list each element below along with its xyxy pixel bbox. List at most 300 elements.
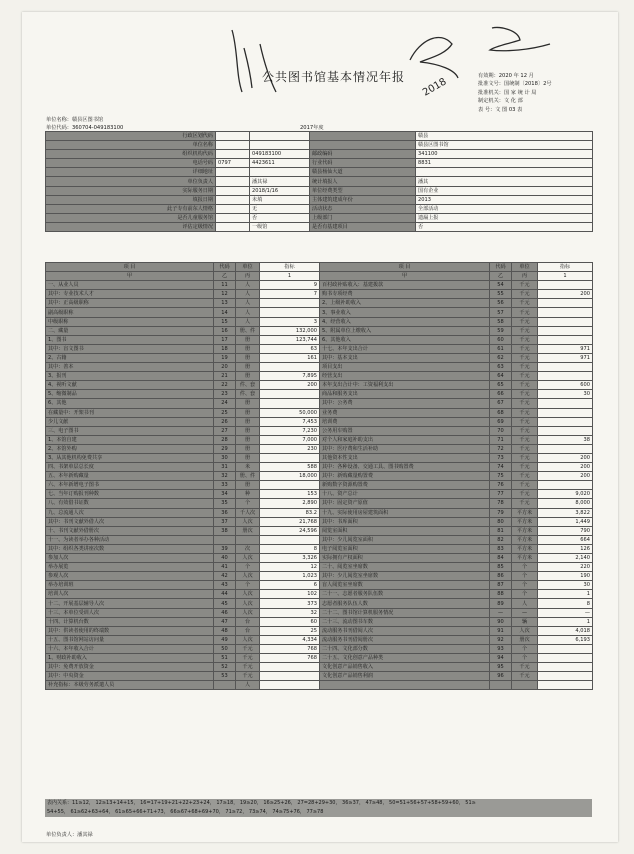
row-unit-right: 个	[512, 644, 538, 653]
table-row	[46, 463, 593, 472]
row-unit: 册	[236, 408, 260, 417]
row-code: 49	[214, 635, 236, 644]
row-value: 373	[260, 599, 320, 608]
row-unit: 米	[236, 463, 260, 472]
row-item: 十、书刊文献外借册次	[46, 526, 214, 535]
row-item-right: 盲人阅览室坐席数	[320, 581, 490, 590]
row-value: 7	[260, 290, 320, 299]
row-value: 50,000	[260, 408, 320, 417]
row-code-right: 62	[490, 353, 512, 362]
row-code-right: 60	[490, 335, 512, 344]
sub-c: 丙	[236, 272, 260, 281]
row-unit-right: 平方米	[512, 544, 538, 553]
row-value-right	[538, 644, 593, 653]
row-unit-right: 千元	[512, 390, 538, 399]
row-code: 21	[214, 372, 236, 381]
info-row	[46, 186, 593, 195]
row-code: 44	[214, 590, 236, 599]
row-item-right: 其中：少儿阅览室坐席数	[320, 572, 490, 581]
row-unit-right: 平方米	[512, 526, 538, 535]
report-year: 2017年度	[300, 125, 324, 131]
row-code: 48	[214, 626, 236, 635]
row-code-right: 69	[490, 417, 512, 426]
row-item: 1、本馆自建	[46, 435, 214, 444]
row-code: 19	[214, 353, 236, 362]
row-value-right	[538, 444, 593, 453]
row-item-right: 3、事业收入	[320, 308, 490, 317]
row-unit-right: 千元	[512, 363, 538, 372]
row-value: 32	[260, 608, 320, 617]
info-value-right: 341100	[416, 150, 593, 159]
col-item-right: 项 目	[320, 263, 490, 272]
row-value: 3,326	[260, 554, 320, 563]
row-code: 53	[214, 672, 236, 681]
row-value-right: 1	[538, 617, 593, 626]
row-unit: 册	[236, 353, 260, 362]
row-unit: 册、件	[236, 472, 260, 481]
row-item-right: 十七、本年支出合计	[320, 344, 490, 353]
row-item-right: 项目支出	[320, 363, 490, 372]
row-unit-right: 千元	[512, 381, 538, 390]
row-value	[260, 535, 320, 544]
row-value-right: 4,018	[538, 626, 593, 635]
row-value-right: —	[538, 608, 593, 617]
row-unit-right: 千元	[512, 672, 538, 681]
table-row	[46, 444, 593, 453]
row-value-right	[538, 672, 593, 681]
row-unit: 人次	[236, 517, 260, 526]
row-unit-right: 千元	[512, 335, 538, 344]
row-value: 9	[260, 281, 320, 290]
row-item: 3、从其他机构免费共享	[46, 453, 214, 462]
row-item-right: 2、上级补助收入	[320, 299, 490, 308]
row-code: 13	[214, 299, 236, 308]
row-code-right: 94	[490, 654, 512, 663]
table-row	[46, 399, 593, 408]
info-label: 组织机构代码	[46, 150, 216, 159]
row-item: 十五、图书馆网站访问量	[46, 635, 214, 644]
sub-b: 乙	[214, 272, 236, 281]
row-item-right: 二十四、文化部分数	[320, 644, 490, 653]
row-code-right: 61	[490, 344, 512, 353]
sub-d: 1	[260, 272, 320, 281]
row-value-right	[538, 281, 593, 290]
row-unit: 册	[236, 399, 260, 408]
table-row	[46, 681, 593, 690]
row-item: 七、当年订购报刊种数	[46, 490, 214, 499]
row-unit-right: 千元	[512, 472, 538, 481]
table-row	[46, 654, 593, 663]
row-value-right: 8,000	[538, 499, 593, 508]
sub-a: 甲	[46, 272, 214, 281]
row-item: 十四、计算机台数	[46, 617, 214, 626]
row-item: 十六、本年收入合计	[46, 644, 214, 653]
table-row	[46, 608, 593, 617]
row-value	[260, 363, 320, 372]
row-value: 230	[260, 444, 320, 453]
row-value: 3	[260, 317, 320, 326]
row-code	[214, 535, 236, 544]
row-unit-right	[512, 681, 538, 690]
row-value: 132,000	[260, 326, 320, 335]
table-row	[46, 499, 593, 508]
row-code-right: 75	[490, 472, 512, 481]
info-prefix	[216, 177, 250, 186]
row-value: 63	[260, 344, 320, 353]
row-item-right: 其他资本性支出	[320, 453, 490, 462]
info-value-right: 遗漏上报	[416, 213, 593, 222]
row-item-right: 4、经营收入	[320, 317, 490, 326]
row-item: 其中：正高级职称	[46, 299, 214, 308]
row-value: 8	[260, 544, 320, 553]
row-value-right	[538, 317, 593, 326]
row-unit-right: 个	[512, 563, 538, 572]
row-value: 7,230	[260, 426, 320, 435]
col-unit-right: 单位	[512, 263, 538, 272]
row-value-right: 6,193	[538, 635, 593, 644]
table-row	[46, 417, 593, 426]
row-value-right: 664	[538, 535, 593, 544]
sub-a-right: 甲	[320, 272, 490, 281]
info-prefix: 0797	[216, 159, 250, 168]
row-code-right: 90	[490, 617, 512, 626]
row-value	[260, 481, 320, 490]
row-unit-right: 千元	[512, 308, 538, 317]
table-row	[46, 599, 593, 608]
row-item-right: 其中：基本支出	[320, 353, 490, 362]
info-label: 是否儿童服务馆	[46, 213, 216, 222]
row-code-right: 85	[490, 563, 512, 572]
row-value-right: 30	[538, 390, 593, 399]
row-code: 20	[214, 363, 236, 372]
row-code: 50	[214, 644, 236, 653]
info-label-right: 统计填报人	[310, 177, 416, 186]
row-code-right: 80	[490, 517, 512, 526]
row-unit: 册、件	[236, 326, 260, 335]
row-code: 46	[214, 608, 236, 617]
row-value	[260, 308, 320, 317]
table-row	[46, 644, 593, 653]
row-value-right	[538, 426, 593, 435]
row-value	[260, 453, 320, 462]
row-item-right: 流动服务书刊借阅册次	[320, 635, 490, 644]
row-value: 123,744	[260, 335, 320, 344]
row-value: 588	[260, 463, 320, 472]
row-code-right: 65	[490, 381, 512, 390]
row-unit: 人	[236, 299, 260, 308]
row-unit-right: —	[512, 608, 538, 617]
row-code-right: 79	[490, 508, 512, 517]
info-value: 一级馆	[250, 222, 310, 231]
row-code: 26	[214, 417, 236, 426]
row-unit: 个	[236, 499, 260, 508]
row-value-right: 220	[538, 563, 593, 572]
row-item: 4、视听文献	[46, 381, 214, 390]
row-value-right: 126	[538, 544, 593, 553]
meta-line: 批准机关：国 家 统 计 局	[478, 89, 537, 96]
row-unit: 人次	[236, 590, 260, 599]
row-value: 161	[260, 353, 320, 362]
row-value-right: 2,140	[538, 554, 593, 563]
row-unit: 千元	[236, 654, 260, 663]
row-item: 参观人次	[46, 572, 214, 581]
info-row	[46, 204, 593, 213]
row-code-right: 78	[490, 499, 512, 508]
row-unit-right: 千元	[512, 463, 538, 472]
row-code-right: 76	[490, 481, 512, 490]
row-item-right: 其中：固定资产原值	[320, 499, 490, 508]
row-value: 768	[260, 644, 320, 653]
row-value-right: 1,449	[538, 517, 593, 526]
info-prefix	[216, 168, 250, 177]
info-value-right: 国有企业	[416, 186, 593, 195]
row-code-right: 77	[490, 490, 512, 499]
table-row	[46, 526, 593, 535]
row-item: 5、缩微制品	[46, 390, 214, 399]
row-item: 十二、开展基层辅导人次	[46, 599, 214, 608]
info-prefix	[216, 222, 250, 231]
row-unit-right: 千元	[512, 417, 538, 426]
row-code-right: 64	[490, 372, 512, 381]
row-value-right: 200	[538, 463, 593, 472]
row-item: 四、书架单层总长度	[46, 463, 214, 472]
info-value: 未填	[250, 195, 310, 204]
row-value: 153	[260, 490, 320, 499]
row-value	[260, 672, 320, 681]
row-value-right	[538, 481, 593, 490]
row-item-right: 业务费	[320, 408, 490, 417]
row-unit-right: 人	[512, 599, 538, 608]
statistics-table	[45, 262, 593, 690]
row-unit-right: 千元	[512, 344, 538, 353]
row-code-right: 68	[490, 408, 512, 417]
info-row	[46, 141, 593, 150]
row-code: 36	[214, 508, 236, 517]
table-row	[46, 344, 593, 353]
row-value: 18,000	[260, 472, 320, 481]
meta-line: 有效期：2020 年 12 月	[478, 73, 534, 79]
row-item: 其中：中央资金	[46, 672, 214, 681]
row-item: 中级职称	[46, 317, 214, 326]
row-value-right	[538, 299, 593, 308]
table-row	[46, 672, 593, 681]
row-item: 1、财政补助收入	[46, 654, 214, 663]
row-unit: 人次	[236, 554, 260, 563]
row-unit: 册	[236, 444, 260, 453]
row-unit: 千元	[236, 644, 260, 653]
table-row	[46, 617, 593, 626]
table-row	[46, 490, 593, 499]
table-row	[46, 563, 593, 572]
row-code-right: 88	[490, 590, 512, 599]
row-value-right	[538, 681, 593, 690]
info-label-right: 邮政编码	[310, 150, 416, 159]
table-header-row	[46, 263, 593, 272]
col-item: 项 目	[46, 263, 214, 272]
row-code: 27	[214, 426, 236, 435]
col-value: 指标	[260, 263, 320, 272]
info-value-right: 赣县	[416, 132, 593, 141]
row-unit-right: 千元	[512, 453, 538, 462]
row-value	[260, 299, 320, 308]
row-unit-right: 千元	[512, 444, 538, 453]
row-value	[260, 399, 320, 408]
row-unit-right: 千元	[512, 499, 538, 508]
row-item-right: 二十一、志愿者服务队伍数	[320, 590, 490, 599]
row-code: 37	[214, 517, 236, 526]
row-item: 6、其他	[46, 399, 214, 408]
info-value: 潘其禄	[250, 177, 310, 186]
row-unit: 台	[236, 626, 260, 635]
footer-signer: 单位负责人：潘其禄	[46, 832, 93, 838]
row-code: 40	[214, 554, 236, 563]
table-row	[46, 663, 593, 672]
row-item: 九、总流通人次	[46, 508, 214, 517]
col-code-right: 代码	[490, 263, 512, 272]
row-item-right: 公务用车购置	[320, 426, 490, 435]
row-unit: 件、套	[236, 390, 260, 399]
row-code: 18	[214, 344, 236, 353]
table-row	[46, 290, 593, 299]
row-unit: 千元	[236, 663, 260, 672]
row-value	[260, 663, 320, 672]
row-item-right: 其中：少儿阅览室面积	[320, 535, 490, 544]
row-code-right: 57	[490, 308, 512, 317]
info-value-right: 潘其	[416, 177, 593, 186]
row-item: 2、古籍	[46, 353, 214, 362]
info-row	[46, 132, 593, 141]
row-code: 28	[214, 435, 236, 444]
row-code: 52	[214, 663, 236, 672]
row-item-right: 十八、资产总计	[320, 490, 490, 499]
row-unit-right: 千元	[512, 317, 538, 326]
info-label-right	[310, 141, 416, 150]
row-value-right: 971	[538, 353, 593, 362]
row-code-right: 70	[490, 426, 512, 435]
table-row	[46, 308, 593, 317]
row-code: 23	[214, 390, 236, 399]
unit-code: 单位代码：360704-049183100	[46, 125, 124, 131]
row-value-right: 38	[538, 435, 593, 444]
row-code-right	[490, 681, 512, 690]
row-item: 1、图书	[46, 335, 214, 344]
row-value-right	[538, 654, 593, 663]
row-item: 六、本年新增电子图书	[46, 481, 214, 490]
row-item: 参加人次	[46, 554, 214, 563]
info-row	[46, 168, 593, 177]
row-value: 4,334	[260, 635, 320, 644]
info-row	[46, 177, 593, 186]
table-row	[46, 435, 593, 444]
col-unit: 单位	[236, 263, 260, 272]
row-unit: 册	[236, 372, 260, 381]
info-label-right: 行业代码	[310, 159, 416, 168]
info-value-right	[416, 168, 593, 177]
table-row	[46, 626, 593, 635]
row-code-right: 86	[490, 572, 512, 581]
row-item: 其中：善本	[46, 363, 214, 372]
row-item-right: 其中：新购藏量购置费	[320, 472, 490, 481]
table-row	[46, 381, 593, 390]
row-item-right: 二十三、流动图书车数	[320, 617, 490, 626]
table-row	[46, 453, 593, 462]
info-value: 4423611	[250, 159, 310, 168]
row-unit-right: 千元	[512, 408, 538, 417]
row-code: 32	[214, 472, 236, 481]
row-code: 39	[214, 544, 236, 553]
row-item: 3、报刊	[46, 372, 214, 381]
row-unit-right: 平方米	[512, 508, 538, 517]
info-value: 2018/1/16	[250, 186, 310, 195]
row-code: 45	[214, 599, 236, 608]
row-unit-right: 平方米	[512, 517, 538, 526]
info-row	[46, 222, 593, 231]
row-item: 五、本年新购藏量	[46, 472, 214, 481]
row-unit: 册	[236, 426, 260, 435]
row-item: 举办展览	[46, 563, 214, 572]
info-value-right: 8831	[416, 159, 593, 168]
info-label: 单位名称	[46, 141, 216, 150]
row-unit: 人	[236, 317, 260, 326]
row-value-right: 600	[538, 381, 593, 390]
row-unit-right: 千元	[512, 481, 538, 490]
table-row	[46, 408, 593, 417]
row-unit: 册	[236, 344, 260, 353]
row-value-right: 200	[538, 472, 593, 481]
row-unit-right: 个	[512, 590, 538, 599]
row-value: 12	[260, 563, 320, 572]
info-label: 填报日期	[46, 195, 216, 204]
table-row	[46, 317, 593, 326]
row-code: 47	[214, 617, 236, 626]
sub-d-right: 1	[538, 272, 593, 281]
row-item-right: 新购数字资源购置费	[320, 481, 490, 490]
row-value-right	[538, 326, 593, 335]
row-code: 14	[214, 308, 236, 317]
row-unit-right: 千元	[512, 663, 538, 672]
row-item: 2、本馆外购	[46, 444, 214, 453]
row-code-right: 56	[490, 299, 512, 308]
info-value-right: 赣县区图书馆	[416, 141, 593, 150]
row-code-right: 83	[490, 544, 512, 553]
basic-info-table	[45, 131, 593, 232]
info-label: 详细地址	[46, 168, 216, 177]
row-code-right: 93	[490, 644, 512, 653]
row-unit: 人次	[236, 572, 260, 581]
row-code: 34	[214, 490, 236, 499]
row-item-right: 购书专项经费	[320, 290, 490, 299]
row-value-right	[538, 372, 593, 381]
row-value-right	[538, 308, 593, 317]
row-value: 2,890	[260, 499, 320, 508]
row-item-right: 其中：公务费	[320, 399, 490, 408]
row-value	[260, 390, 320, 399]
row-value-right	[538, 399, 593, 408]
row-unit-right: 个	[512, 581, 538, 590]
row-item: 其中：供读者使用的终端数	[46, 626, 214, 635]
row-value: 7,000	[260, 435, 320, 444]
row-code-right: 91	[490, 626, 512, 635]
info-label: 单位负责人	[46, 177, 216, 186]
info-label-right: 单位经费类型	[310, 186, 416, 195]
row-code: 42	[214, 572, 236, 581]
row-unit: 册	[236, 481, 260, 490]
info-label-right	[310, 132, 416, 141]
formula-line: 表内关系：11≥12， 12≥13+14+15， 16=17+19+21+22+23+24， 17≥18， 19≥20， 16≥25+26， 27=28+29+30， 36≥37， 47≥48， 50=51+56+57+58+59+60， 51≥	[47, 800, 476, 806]
row-unit: 人	[236, 681, 260, 690]
row-code-right: 72	[490, 444, 512, 453]
row-code	[214, 681, 236, 690]
